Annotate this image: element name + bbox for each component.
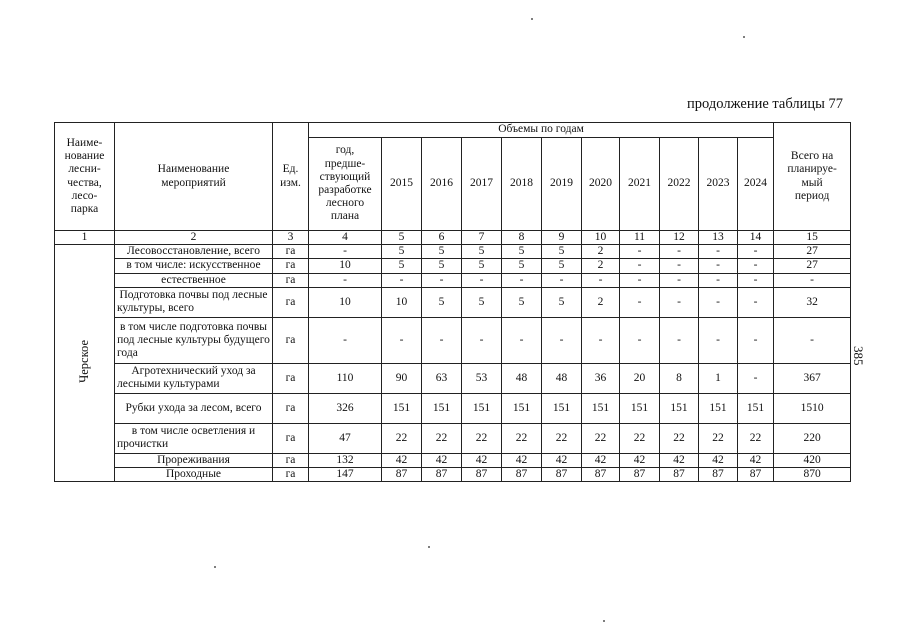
value-cell: 42 bbox=[738, 453, 774, 467]
value-cell: - bbox=[738, 317, 774, 363]
table-row bbox=[55, 287, 851, 317]
total-value-cell: 27 bbox=[774, 245, 851, 259]
value-cell: 151 bbox=[620, 393, 660, 423]
value-cell: 2 bbox=[582, 245, 620, 259]
value-cell: 151 bbox=[542, 393, 582, 423]
scan-speck bbox=[531, 18, 533, 20]
value-cell: 22 bbox=[660, 423, 699, 453]
column-number: 2 bbox=[115, 231, 273, 245]
column-number: 14 bbox=[738, 231, 774, 245]
table-row bbox=[55, 393, 851, 423]
value-cell: 87 bbox=[699, 468, 738, 482]
value-cell: - bbox=[620, 259, 660, 273]
total-value-cell: - bbox=[774, 273, 851, 287]
unit-cell: га bbox=[273, 273, 309, 287]
value-cell: - bbox=[422, 273, 462, 287]
table-row bbox=[55, 423, 851, 453]
activity-name: Агротехнический уход за лесными культурами bbox=[115, 363, 273, 393]
value-cell: 36 bbox=[582, 363, 620, 393]
activity-name: Проходные bbox=[115, 468, 273, 482]
value-cell: 47 bbox=[309, 423, 382, 453]
table-row bbox=[55, 453, 851, 467]
value-cell: - bbox=[660, 273, 699, 287]
value-cell: 147 bbox=[309, 468, 382, 482]
value-cell: - bbox=[699, 259, 738, 273]
value-cell: 326 bbox=[309, 393, 382, 423]
table-row bbox=[55, 468, 851, 482]
value-cell: - bbox=[738, 273, 774, 287]
header-previous-plan-year: год, предше- ствующий разработке лесного плана bbox=[309, 138, 382, 231]
activity-name: в том числе осветления и прочистки bbox=[115, 423, 273, 453]
value-cell: 48 bbox=[502, 363, 542, 393]
value-cell: 5 bbox=[542, 259, 582, 273]
header-year-2019: 2019 bbox=[542, 138, 582, 231]
table-continuation-caption: продолжение таблицы 77 bbox=[687, 96, 843, 112]
column-number: 11 bbox=[620, 231, 660, 245]
value-cell: 22 bbox=[738, 423, 774, 453]
table-row bbox=[55, 259, 851, 273]
unit-cell: га bbox=[273, 245, 309, 259]
value-cell: 5 bbox=[502, 245, 542, 259]
header-forestry: Наиме- нование лесни- чества, лесо- парка bbox=[55, 123, 115, 231]
column-number: 13 bbox=[699, 231, 738, 245]
value-cell: - bbox=[309, 245, 382, 259]
column-number: 12 bbox=[660, 231, 699, 245]
forestry-name-cell bbox=[55, 245, 115, 482]
value-cell: 87 bbox=[620, 468, 660, 482]
value-cell: 87 bbox=[382, 468, 422, 482]
column-number: 3 bbox=[273, 231, 309, 245]
value-cell: - bbox=[620, 287, 660, 317]
column-number: 15 bbox=[774, 231, 851, 245]
value-cell: - bbox=[462, 317, 502, 363]
value-cell: - bbox=[620, 317, 660, 363]
value-cell: 5 bbox=[502, 259, 542, 273]
value-cell: 2 bbox=[582, 259, 620, 273]
value-cell: 110 bbox=[309, 363, 382, 393]
value-cell: 5 bbox=[462, 287, 502, 317]
header-year-2023: 2023 bbox=[699, 138, 738, 231]
value-cell: - bbox=[738, 245, 774, 259]
header-year-2017: 2017 bbox=[462, 138, 502, 231]
value-cell: - bbox=[582, 273, 620, 287]
header-unit: Ед. изм. bbox=[273, 123, 309, 231]
value-cell: 87 bbox=[660, 468, 699, 482]
value-cell: - bbox=[699, 273, 738, 287]
value-cell: 5 bbox=[542, 245, 582, 259]
column-number: 1 bbox=[55, 231, 115, 245]
activities-volume-table bbox=[54, 122, 851, 482]
value-cell: - bbox=[382, 273, 422, 287]
scan-speck bbox=[743, 36, 745, 38]
table-row bbox=[55, 363, 851, 393]
column-number: 10 bbox=[582, 231, 620, 245]
value-cell: 53 bbox=[462, 363, 502, 393]
value-cell: 63 bbox=[422, 363, 462, 393]
value-cell: - bbox=[699, 317, 738, 363]
value-cell: 5 bbox=[422, 245, 462, 259]
value-cell: 22 bbox=[582, 423, 620, 453]
value-cell: 151 bbox=[660, 393, 699, 423]
value-cell: - bbox=[502, 317, 542, 363]
column-number: 6 bbox=[422, 231, 462, 245]
value-cell: 42 bbox=[582, 453, 620, 467]
header-year-2022: 2022 bbox=[660, 138, 699, 231]
value-cell: 42 bbox=[699, 453, 738, 467]
value-cell: - bbox=[738, 363, 774, 393]
value-cell: 5 bbox=[422, 287, 462, 317]
column-number: 7 bbox=[462, 231, 502, 245]
value-cell: 42 bbox=[422, 453, 462, 467]
value-cell: - bbox=[309, 317, 382, 363]
value-cell: 22 bbox=[502, 423, 542, 453]
activity-name: Подготовка почвы под лесные культуры, всего bbox=[115, 287, 273, 317]
activity-name: Рубки ухода за лесом, всего bbox=[115, 393, 273, 423]
value-cell: 90 bbox=[382, 363, 422, 393]
value-cell: - bbox=[738, 259, 774, 273]
header-activity: Наименование мероприятий bbox=[115, 123, 273, 231]
value-cell: 42 bbox=[542, 453, 582, 467]
activity-name: естественное bbox=[115, 273, 273, 287]
header-year-2024: 2024 bbox=[738, 138, 774, 231]
page-number: 385 bbox=[851, 346, 866, 366]
scan-speck bbox=[603, 620, 605, 622]
value-cell: - bbox=[382, 317, 422, 363]
value-cell: 22 bbox=[382, 423, 422, 453]
value-cell: - bbox=[422, 317, 462, 363]
activity-name: в том числе: искусственное bbox=[115, 259, 273, 273]
total-value-cell: 1510 bbox=[774, 393, 851, 423]
table-row bbox=[55, 245, 851, 259]
unit-cell: га bbox=[273, 423, 309, 453]
value-cell: 48 bbox=[542, 363, 582, 393]
value-cell: - bbox=[620, 273, 660, 287]
value-cell: 5 bbox=[382, 259, 422, 273]
value-cell: 42 bbox=[660, 453, 699, 467]
value-cell: 151 bbox=[699, 393, 738, 423]
value-cell: 2 bbox=[582, 287, 620, 317]
value-cell: - bbox=[660, 259, 699, 273]
header-volumes-by-year: Объемы по годам bbox=[309, 123, 774, 138]
value-cell: 151 bbox=[422, 393, 462, 423]
activity-name: в том числе подготовка почвы под лесные культуры будущего года bbox=[115, 317, 273, 363]
column-number: 8 bbox=[502, 231, 542, 245]
value-cell: 151 bbox=[502, 393, 542, 423]
total-value-cell: 870 bbox=[774, 468, 851, 482]
unit-cell: га bbox=[273, 468, 309, 482]
value-cell: 5 bbox=[462, 245, 502, 259]
value-cell: 5 bbox=[382, 245, 422, 259]
value-cell: 87 bbox=[738, 468, 774, 482]
value-cell: - bbox=[660, 287, 699, 317]
table-row bbox=[55, 317, 851, 363]
value-cell: - bbox=[699, 245, 738, 259]
value-cell: - bbox=[699, 287, 738, 317]
header-year-2021: 2021 bbox=[620, 138, 660, 231]
value-cell: 42 bbox=[502, 453, 542, 467]
value-cell: 132 bbox=[309, 453, 382, 467]
value-cell: 151 bbox=[738, 393, 774, 423]
total-value-cell: 220 bbox=[774, 423, 851, 453]
value-cell: 10 bbox=[382, 287, 422, 317]
unit-cell: га bbox=[273, 453, 309, 467]
value-cell: 87 bbox=[502, 468, 542, 482]
value-cell: - bbox=[660, 317, 699, 363]
unit-cell: га bbox=[273, 287, 309, 317]
scan-speck bbox=[428, 546, 430, 548]
value-cell: 87 bbox=[542, 468, 582, 482]
header-year-2015: 2015 bbox=[382, 138, 422, 231]
value-cell: - bbox=[309, 273, 382, 287]
value-cell: 5 bbox=[462, 259, 502, 273]
total-value-cell: 27 bbox=[774, 259, 851, 273]
header-year-2018: 2018 bbox=[502, 138, 542, 231]
value-cell: - bbox=[542, 317, 582, 363]
value-cell: 22 bbox=[699, 423, 738, 453]
value-cell: 22 bbox=[422, 423, 462, 453]
value-cell: 8 bbox=[660, 363, 699, 393]
value-cell: - bbox=[582, 317, 620, 363]
unit-cell: га bbox=[273, 259, 309, 273]
column-number: 9 bbox=[542, 231, 582, 245]
value-cell: 87 bbox=[582, 468, 620, 482]
total-value-cell: 32 bbox=[774, 287, 851, 317]
value-cell: 87 bbox=[462, 468, 502, 482]
value-cell: 5 bbox=[422, 259, 462, 273]
value-cell: 22 bbox=[542, 423, 582, 453]
unit-cell: га bbox=[273, 393, 309, 423]
value-cell: - bbox=[660, 245, 699, 259]
value-cell: - bbox=[502, 273, 542, 287]
total-value-cell: 420 bbox=[774, 453, 851, 467]
value-cell: 42 bbox=[620, 453, 660, 467]
value-cell: 5 bbox=[542, 287, 582, 317]
header-total: Всего на планируе- мый период bbox=[774, 123, 851, 231]
value-cell: 22 bbox=[620, 423, 660, 453]
value-cell: 87 bbox=[422, 468, 462, 482]
column-number: 4 bbox=[309, 231, 382, 245]
forestry-name: Черское bbox=[77, 339, 92, 383]
value-cell: 20 bbox=[620, 363, 660, 393]
value-cell: 42 bbox=[382, 453, 422, 467]
value-cell: - bbox=[542, 273, 582, 287]
value-cell: 151 bbox=[462, 393, 502, 423]
value-cell: 5 bbox=[502, 287, 542, 317]
value-cell: 10 bbox=[309, 287, 382, 317]
activity-name: Прореживания bbox=[115, 453, 273, 467]
table-row bbox=[55, 273, 851, 287]
value-cell: - bbox=[462, 273, 502, 287]
value-cell: - bbox=[620, 245, 660, 259]
activity-name: Лесовосстановление, всего bbox=[115, 245, 273, 259]
unit-cell: га bbox=[273, 363, 309, 393]
header-year-2020: 2020 bbox=[582, 138, 620, 231]
value-cell: 10 bbox=[309, 259, 382, 273]
value-cell: 151 bbox=[582, 393, 620, 423]
value-cell: 42 bbox=[462, 453, 502, 467]
total-value-cell: 367 bbox=[774, 363, 851, 393]
header-year-2016: 2016 bbox=[422, 138, 462, 231]
total-value-cell: - bbox=[774, 317, 851, 363]
column-number: 5 bbox=[382, 231, 422, 245]
value-cell: 22 bbox=[462, 423, 502, 453]
value-cell: 1 bbox=[699, 363, 738, 393]
value-cell: - bbox=[738, 287, 774, 317]
value-cell: 151 bbox=[382, 393, 422, 423]
scan-speck bbox=[214, 566, 216, 568]
unit-cell: га bbox=[273, 317, 309, 363]
